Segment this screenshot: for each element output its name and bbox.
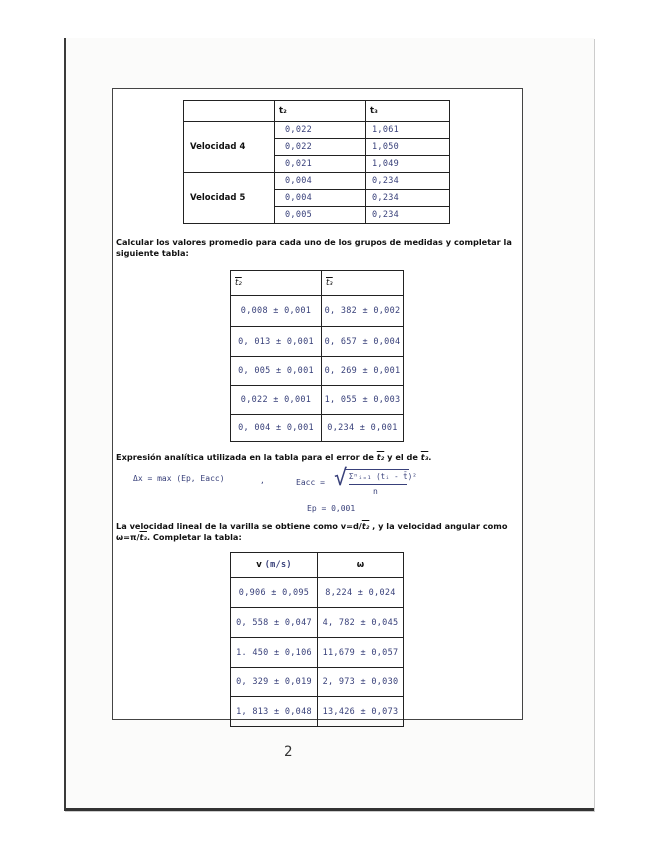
- velocity-instruction: [116, 521, 522, 543]
- avg-t3-value: 0, 657 ± 0,004: [322, 327, 404, 357]
- t3-value: 0,234: [366, 207, 450, 224]
- t3-value: 1,049: [366, 156, 450, 173]
- omega-value: 11,679 ± 0,057: [318, 638, 404, 668]
- avg-t3-value: 0, 269 ± 0,001: [322, 357, 404, 386]
- v-value: 0, 558 ± 0,047: [231, 608, 318, 638]
- t2-value: 0,022: [275, 122, 366, 139]
- table2-header-t2: t₂: [231, 271, 322, 296]
- table3-header-omega: ω: [318, 553, 404, 578]
- table3-header-v: [231, 553, 318, 578]
- velocity-formula-w: ω=π/: [116, 532, 140, 542]
- t3-value: 0,234: [366, 190, 450, 207]
- t3-value: 1,061: [366, 122, 450, 139]
- t2-value: 0,022: [275, 139, 366, 156]
- formula-denominator: n: [373, 487, 378, 496]
- t2-value: 0,005: [275, 207, 366, 224]
- group-label-velocidad-4: Velocidad 4: [184, 122, 275, 173]
- fraction-bar: [349, 484, 407, 485]
- avg-t2-value: 0,008 ± 0,001: [231, 296, 322, 327]
- formula-delta: Δx = max (Ep, Eacc): [133, 474, 225, 483]
- formula-eacc-label: Eacc =: [296, 478, 325, 487]
- measurements-table: [183, 100, 450, 224]
- v-value: 1. 450 ± 0,106: [231, 638, 318, 668]
- page-number: 2: [284, 744, 293, 760]
- table1-header-empty: [184, 101, 275, 122]
- t2-value: 0,021: [275, 156, 366, 173]
- v-value: 1, 813 ± 0,048: [231, 697, 318, 727]
- t2-value: 0,004: [275, 173, 366, 190]
- expression-text: Expresión analítica utilizada en la tabla para el error de: [116, 452, 374, 462]
- sqrt-bar: [345, 469, 409, 470]
- velocity-text-part3: . Completar la tabla:: [146, 532, 242, 542]
- v-value: 0, 329 ± 0,019: [231, 668, 318, 697]
- sqrt-sign: √: [334, 466, 348, 491]
- avg-t3-value: 0,234 ± 0,001: [322, 415, 404, 442]
- header-v-unit: (m/s): [264, 560, 292, 570]
- avg-t3-value: 0, 382 ± 0,002: [322, 296, 404, 327]
- formula-separator: ,: [260, 476, 265, 485]
- velocity-text-part1: La velocidad lineal de la varilla se obtiene como: [116, 521, 341, 531]
- expression-t3: t₃: [420, 452, 429, 462]
- header-v-symbol: v: [256, 560, 262, 570]
- instruction-averages: Calcular los valores promedio para cada uno de los grupos de medidas y completar la siguiente tabla:: [116, 237, 512, 258]
- table2-header-t3: t₃: [322, 271, 404, 296]
- formula-numerator: Σⁿᵢ₌₁ (tᵢ - t̄)²: [349, 472, 417, 481]
- t3-value: 1,050: [366, 139, 450, 156]
- expression-t2: t₂: [376, 452, 385, 462]
- group-label-velocidad-5: Velocidad 5: [184, 173, 275, 224]
- t3-value: 0,234: [366, 173, 450, 190]
- omega-value: 2, 973 ± 0,030: [318, 668, 404, 697]
- avg-t2-value: 0, 004 ± 0,001: [231, 415, 322, 442]
- avg-t2-value: 0,022 ± 0,001: [231, 386, 322, 415]
- expression-end: .: [428, 452, 432, 462]
- formula-ep: Ep = 0,001: [307, 504, 356, 513]
- expression-middle: y el de: [387, 452, 418, 462]
- omega-value: 13,426 ± 0,073: [318, 697, 404, 727]
- avg-t3-value: 1, 055 ± 0,003: [322, 386, 404, 415]
- expression-heading: [116, 452, 520, 463]
- velocity-text-part2: , y la velocidad angular como: [369, 521, 508, 531]
- table1-header-t3: t₃: [366, 101, 450, 122]
- velocity-t2: t₂: [361, 521, 370, 531]
- velocity-t3: t₃: [139, 532, 147, 542]
- omega-value: 8,224 ± 0,024: [318, 578, 404, 608]
- v-value: 0,906 ± 0,095: [231, 578, 318, 608]
- t2-value: 0,004: [275, 190, 366, 207]
- table1-header-t2: t₂: [275, 101, 366, 122]
- avg-t2-value: 0, 013 ± 0,001: [231, 327, 322, 357]
- velocity-table: [230, 552, 404, 727]
- avg-t2-value: 0, 005 ± 0,001: [231, 357, 322, 386]
- averages-table: [230, 270, 404, 442]
- velocity-formula-v: v=d/: [340, 521, 362, 531]
- omega-value: 4, 782 ± 0,045: [318, 608, 404, 638]
